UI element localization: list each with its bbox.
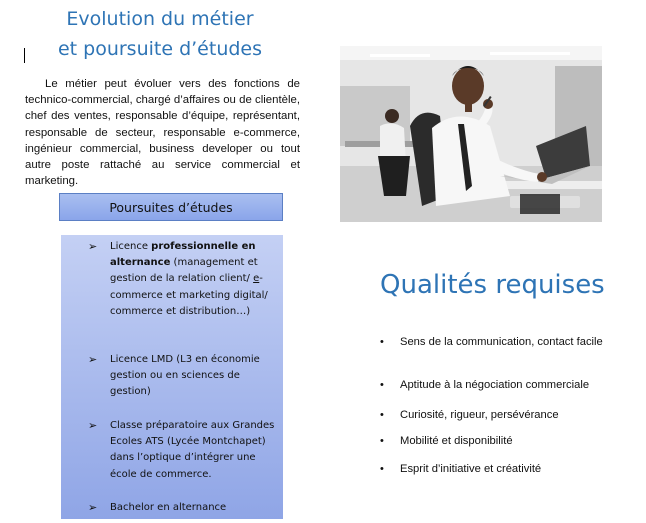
bullet-icon: •	[380, 409, 384, 421]
arrow-bullet-icon: ➢	[88, 241, 98, 253]
qualite-item-text: Sens de la communication, contact facile	[400, 336, 603, 348]
poursuites-item-text: Licence LMD (L3 en économie gestion ou en sciences de gestion)	[110, 354, 260, 398]
arrow-bullet-icon: ➢	[88, 420, 98, 432]
qualite-item-text: Esprit d’initiative et créativité	[400, 463, 542, 475]
poursuites-heading-box	[59, 193, 283, 221]
qualite-item-text: Curiosité, rigueur, persévérance	[400, 409, 559, 421]
poursuites-panel	[61, 235, 283, 519]
office-photo	[340, 46, 602, 222]
item-underlined: e	[253, 273, 260, 285]
intro-paragraph: Le métier peut évoluer vers des fonctions de technico-commercial, chargé d’affaires ou de clientèle, chef des ventes, responsable d’équipe, représentant, responsable de secteur, responsable e-commerce, ingénieur commercial, business developer ou tout autre poste rattaché au service commercial et marketing.	[25, 78, 300, 188]
title-line-2: et poursuite d’études	[57, 38, 263, 60]
item-bold: professionnelle en alternance	[110, 241, 256, 269]
item-prefix: Licence	[110, 241, 152, 252]
arrow-bullet-icon: ➢	[88, 354, 98, 366]
text-cursor	[24, 48, 25, 63]
bullet-icon: •	[380, 336, 384, 348]
bullet-icon: •	[380, 435, 384, 447]
item-rest-a: (management et gestion de la relation client/	[110, 257, 258, 285]
bullet-icon: •	[380, 463, 384, 475]
poursuites-heading: Poursuites d’études	[109, 199, 233, 215]
poursuites-item-text: Bachelor en alternance	[110, 502, 227, 513]
office-worker-illustration	[340, 46, 602, 222]
item-rest-b: -commerce et marketing digital/ commerce et distribution…)	[110, 273, 268, 317]
title-line-1: Evolution du métier	[66, 8, 254, 30]
page-title	[40, 4, 280, 64]
arrow-bullet-icon: ➢	[88, 502, 98, 514]
qualite-item-text: Aptitude à la négociation commerciale	[400, 379, 590, 391]
poursuites-item-text	[110, 239, 280, 320]
poursuites-item-text: Classe préparatoire aux Grandes Ecoles ATS (Lycée Montchapet) dans l’optique d’intégrer une école de commerce.	[110, 420, 275, 480]
qualites-title: Qualités requises	[380, 270, 605, 300]
bullet-icon: •	[380, 379, 384, 391]
qualite-item-text: Mobilité et disponibilité	[400, 435, 513, 447]
